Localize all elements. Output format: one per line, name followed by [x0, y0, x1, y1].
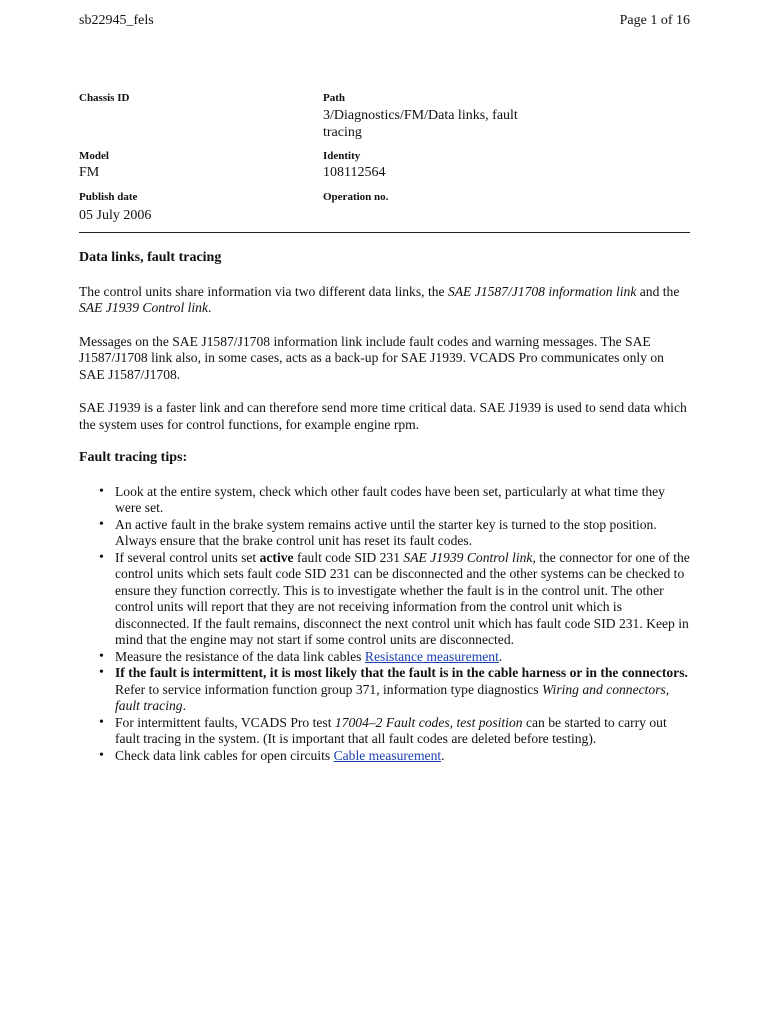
operation-no-label: Operation no. [323, 191, 389, 203]
bullet-icon: • [99, 648, 104, 664]
j1587-link-term: SAE J1587/J1708 information link [447, 283, 637, 299]
document-id: sb22945_fels [79, 13, 154, 28]
j1939-paragraph: SAE J1939 is a faster link and can therefore send more time critical data. SAE J1939 is used to send data which the system uses for control functions, for example engine rpm. [79, 400, 687, 432]
bullet-icon: • [99, 549, 104, 565]
tips-list [79, 484, 691, 765]
j1939-link-term: SAE J1939 Control link [79, 300, 209, 315]
model-label: Model [79, 150, 109, 162]
list-item: • For intermittent faults, VCADS Pro test 17004–2 Fault codes, test position can be started to carry out fault tracing in the system. (It is important that all fault codes are deleted before testing). [99, 714, 667, 746]
bullet-icon: • [99, 747, 104, 763]
model-value: FM [79, 165, 100, 180]
list-item: • An active fault in the brake system remains active until the starter key is turned to the stop position. Always ensure that the brake control unit has reset its fault codes. [99, 516, 657, 548]
path-label: Path [323, 92, 345, 104]
publish-date-label: Publish date [79, 191, 138, 203]
cable-measurement-link[interactable]: Cable measurement [333, 747, 442, 763]
list-item: • Measure the resistance of the data link cables Resistance measurement. [99, 648, 503, 664]
section-title: Data links, fault tracing [79, 250, 222, 265]
list-item: • Look at the entire system, check which other fault codes have been set, particularly at what time they were set. [99, 483, 665, 515]
bullet-icon: • [99, 483, 104, 499]
resistance-measurement-link[interactable]: Resistance measurement [364, 648, 499, 664]
bullet-icon: • [99, 516, 104, 532]
bullet-icon: • [99, 665, 104, 680]
list-item: • If the fault is intermittent, it is most likely that the fault is in the cable harness or in the connectors. Refer to service information function group 371, information type diagnostics Wiring and connectors, fault tracing. [99, 665, 688, 713]
bullet-icon: • [99, 714, 104, 730]
j1587-paragraph: Messages on the SAE J1587/J1708 information link include fault codes and warning messages. The SAE J1587/J1708 link also, in some cases, acts as a back-up for SAE J1939. VCADS Pro communicates only on SAE J1587/J1708. [79, 333, 664, 382]
header-divider [79, 232, 690, 233]
page-number: Page 1 of 16 [619, 13, 690, 28]
document-body [79, 250, 691, 764]
tips-heading: Fault tracing tips: [79, 450, 188, 465]
publish-date-value: 05 July 2006 [79, 208, 152, 223]
chassis-id-label: Chassis ID [79, 92, 130, 104]
identity-label: Identity [323, 150, 361, 162]
intro-paragraph: The control units share information via two different data links, the SAE J1587/J1708 information link and the SAE J1939 Control link. [79, 283, 680, 315]
list-item: • If several control units set active fault code SID 231 SAE J1939 Control link, the connector for one of the control units which sets fault code SID 231 can be disconnected and the other systems can be checked to ensure they function correctly. This is to investigate whether the fault is in the control unit. The other control units will report that they are not receiving information from the control unit which is disconnected. If the fault remains, disconnect the next control unit which has fault code SID 231. Keep in mind that the engine may not start if some control units are disconnected. [99, 549, 690, 647]
identity-value: 108112564 [323, 165, 386, 180]
path-value: 3/Diagnostics/FM/Data links, fault tracing [323, 108, 518, 140]
list-item: • Check data link cables for open circuits Cable measurement. [99, 747, 445, 763]
